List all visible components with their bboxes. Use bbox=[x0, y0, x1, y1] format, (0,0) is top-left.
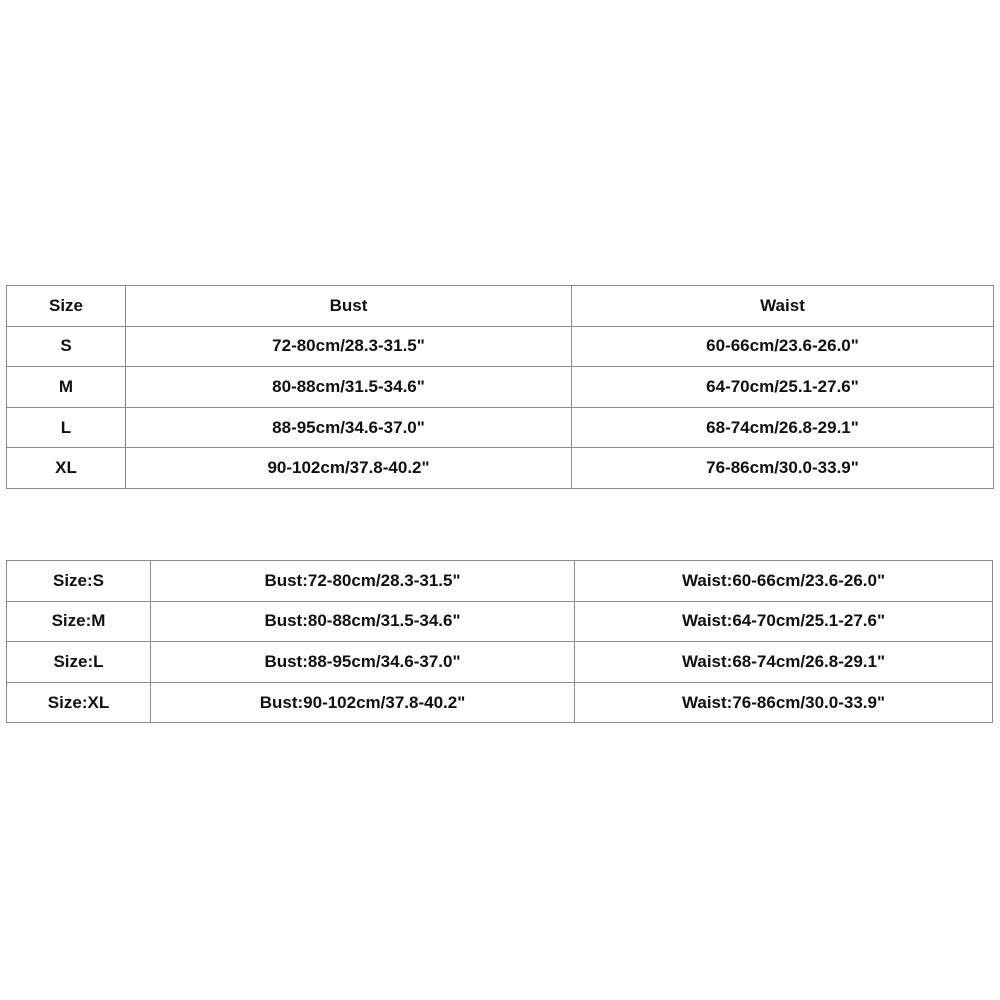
waist-cell: Waist:60-66cm/23.6-26.0" bbox=[575, 561, 993, 602]
table-row bbox=[7, 367, 994, 408]
waist-cell: 60-66cm/23.6-26.0" bbox=[572, 326, 994, 367]
bust-cell: Bust:90-102cm/37.8-40.2" bbox=[151, 682, 575, 723]
waist-cell: Waist:68-74cm/26.8-29.1" bbox=[575, 642, 993, 683]
size-cell: S bbox=[7, 326, 126, 367]
header-cell-waist: Waist bbox=[572, 286, 994, 327]
size-cell: XL bbox=[7, 448, 126, 489]
size-cell: Size:XL bbox=[7, 682, 151, 723]
header-cell-bust: Bust bbox=[126, 286, 572, 327]
table-row bbox=[7, 326, 994, 367]
table-row bbox=[7, 407, 994, 448]
bust-cell: 90-102cm/37.8-40.2" bbox=[126, 448, 572, 489]
table-row bbox=[7, 682, 993, 723]
table-row bbox=[7, 561, 993, 602]
size-cell: M bbox=[7, 367, 126, 408]
bust-cell: 80-88cm/31.5-34.6" bbox=[126, 367, 572, 408]
header-cell-size: Size bbox=[7, 286, 126, 327]
bust-cell: Bust:88-95cm/34.6-37.0" bbox=[151, 642, 575, 683]
table-row bbox=[7, 642, 993, 683]
bust-cell: Bust:72-80cm/28.3-31.5" bbox=[151, 561, 575, 602]
waist-cell: 76-86cm/30.0-33.9" bbox=[572, 448, 994, 489]
waist-cell: Waist:64-70cm/25.1-27.6" bbox=[575, 601, 993, 642]
size-chart-labeled-table bbox=[6, 560, 993, 723]
bust-cell: 72-80cm/28.3-31.5" bbox=[126, 326, 572, 367]
size-chart-table bbox=[6, 285, 994, 489]
bust-cell: Bust:80-88cm/31.5-34.6" bbox=[151, 601, 575, 642]
size-cell: Size:L bbox=[7, 642, 151, 683]
bust-cell: 88-95cm/34.6-37.0" bbox=[126, 407, 572, 448]
size-cell: Size:S bbox=[7, 561, 151, 602]
table-row bbox=[7, 601, 993, 642]
table-row bbox=[7, 448, 994, 489]
table-header-row bbox=[7, 286, 994, 327]
size-cell: L bbox=[7, 407, 126, 448]
waist-cell: 64-70cm/25.1-27.6" bbox=[572, 367, 994, 408]
waist-cell: Waist:76-86cm/30.0-33.9" bbox=[575, 682, 993, 723]
size-cell: Size:M bbox=[7, 601, 151, 642]
waist-cell: 68-74cm/26.8-29.1" bbox=[572, 407, 994, 448]
